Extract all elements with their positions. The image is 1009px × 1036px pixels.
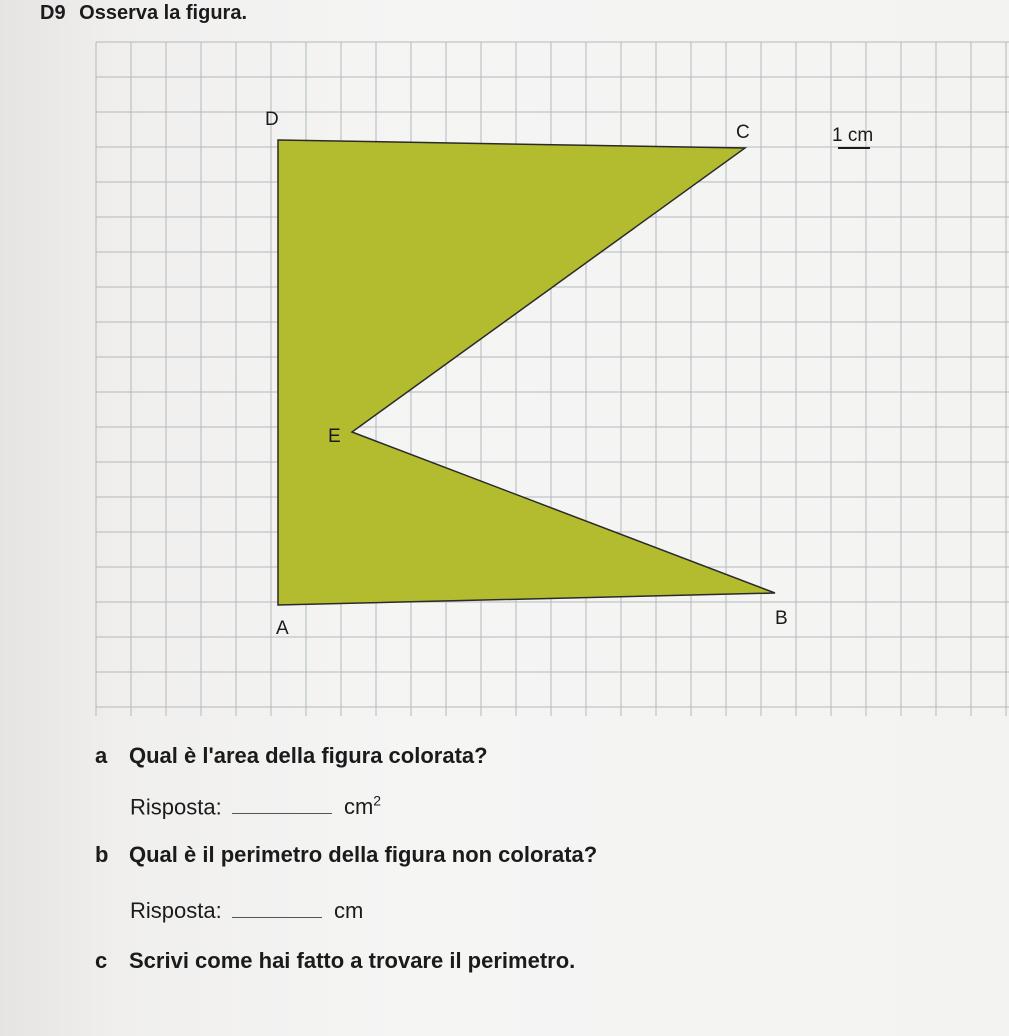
answer-a-unit: $cm^2$: [343, 793, 382, 820]
question-c-text: Scrivi come hai fatto a trovare il perimetro.: [129, 948, 576, 973]
question-c: [95, 948, 575, 974]
question-c-letter: c: [95, 948, 108, 973]
point-label-e: E: [328, 426, 341, 447]
answer-a-blank[interactable]: [232, 812, 332, 814]
answer-b-unit: cm: [333, 898, 364, 923]
answer-b-label: Risposta:: [130, 898, 222, 923]
question-b-text: Qual è il perimetro della figura non colorata?: [129, 842, 598, 867]
question-a: [95, 743, 488, 769]
question-b: [95, 842, 597, 868]
colored-figure: [278, 140, 775, 605]
exercise-number: D9: [40, 2, 66, 24]
question-a-letter: a: [95, 743, 108, 768]
answer-a: [130, 793, 381, 820]
question-a-text: Qual è l'area della figura colorata?: [129, 743, 488, 768]
question-b-letter: b: [95, 842, 109, 867]
exercise-prompt: Osserva la figura.: [79, 2, 248, 24]
point-label-b: B: [775, 608, 788, 629]
scale-label: 1 cm: [832, 125, 874, 146]
point-label-d: D: [265, 109, 279, 130]
answer-b-blank[interactable]: [232, 916, 322, 918]
answer-b: [130, 898, 363, 924]
point-label-c: C: [736, 122, 750, 143]
answer-a-label: Risposta:: [130, 794, 222, 820]
point-label-a: A: [276, 618, 289, 639]
